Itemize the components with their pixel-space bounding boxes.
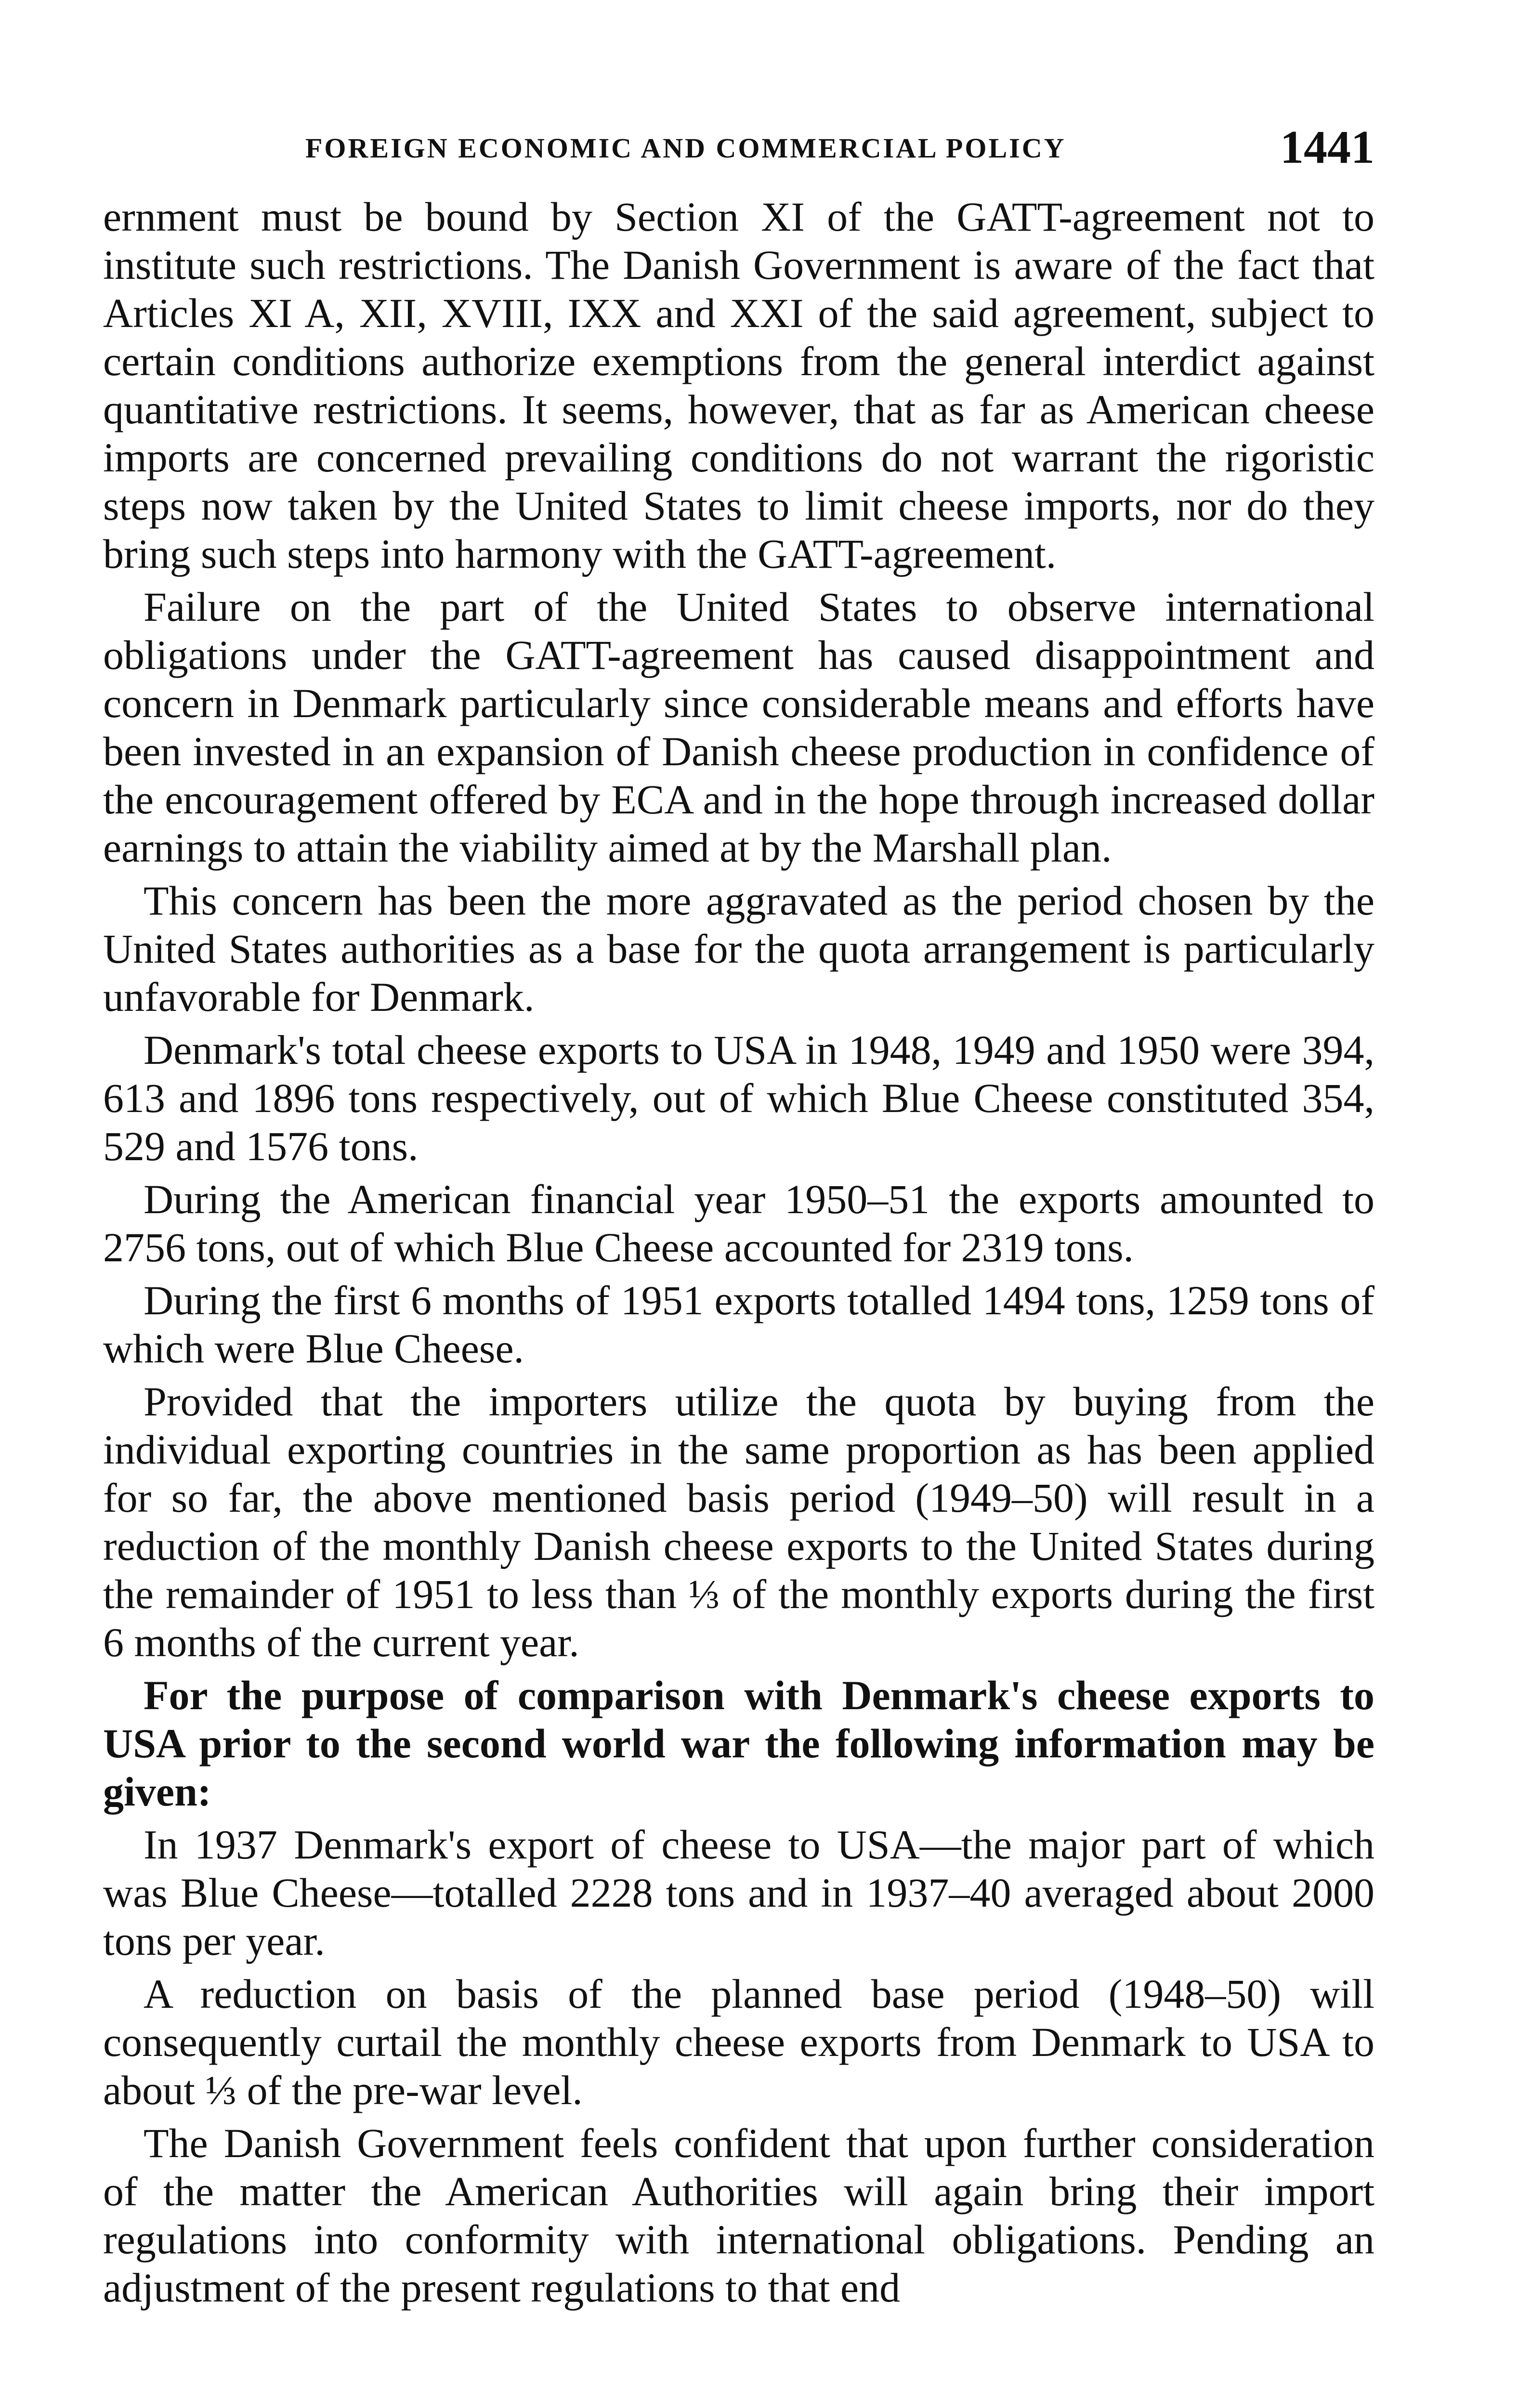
paragraph-11: The Danish Government feels confident that upon further consideration of the matter the American Authorities will again bring their import regulations into conformity with international obligations. Pending an adjustment of the present regulations to that end [103, 2120, 1374, 2311]
paragraph-1: ernment must be bound by Section XI of the GATT-agreement not to institute such restrictions. The Danish Government is aware of the fact that Articles XI A, XII, XVIII, IXX and XXI of the said agreement, subject to certain conditions authorize exemptions from the general interdict against quantitative restrictions. It seems, however, that as far as American cheese imports are concerned prevailing conditions do not warrant the rigoristic steps now taken by the United States to limit cheese imports, nor do they bring such steps into harmony with the GATT-agreement. [103, 194, 1374, 577]
page-header [103, 120, 1374, 173]
paragraph-10: A reduction on basis of the planned base period (1948–50) will consequently curtail the monthly cheese exports from Denmark to USA to about ⅓ of the pre-war level. [103, 1971, 1374, 2113]
running-head: FOREIGN ECONOMIC AND COMMERCIAL POLICY [305, 132, 1066, 164]
page-number: 1441 [1280, 121, 1374, 173]
paragraph-6: During the first 6 months of 1951 exports totalled 1494 tons, 1259 tons of which were Blue Cheese. [103, 1277, 1374, 1372]
paragraph-3: This concern has been the more aggravated as the period chosen by the United States authorities as a base for the quota arrangement is particularly unfavorable for Denmark. [103, 877, 1374, 1020]
paragraph-5: During the American financial year 1950–51 the exports amounted to 2756 tons, out of which Blue Cheese accounted for 2319 tons. [103, 1176, 1374, 1270]
body-text [103, 193, 1374, 2316]
paragraph-4: Denmark's total cheese exports to USA in 1948, 1949 and 1950 were 394, 613 and 1896 tons respectively, out of which Blue Cheese constituted 354, 529 and 1576 tons. [103, 1027, 1374, 1169]
paragraph-2: Failure on the part of the United States to observe international obligations under the GATT-agreement has caused disappointment and concern in Denmark particularly since considerable means and efforts have been invested in an expansion of Danish cheese production in confidence of the encouragement offered by ECA and in the hope through increased dollar earnings to attain the viability aimed at by the Marshall plan. [103, 584, 1374, 871]
paragraph-7: Provided that the importers utilize the quota by buying from the individual exporting countries in the same proportion as has been applied for so far, the above mentioned basis period (1949–50) will result in a reduction of the monthly Danish cheese exports to the United States during the remainder of 1951 to less than ⅓ of the monthly exports during the first 6 months of the current year. [103, 1378, 1374, 1665]
paragraph-9: In 1937 Denmark's export of cheese to USA—the major part of which was Blue Cheese—totalled 2228 tons and in 1937–40 averaged about 2000 tons per year. [103, 1821, 1374, 1964]
paragraph-8: For the purpose of comparison with Denmark's cheese exports to USA prior to the second world war the following information may be given: [103, 1672, 1374, 1815]
